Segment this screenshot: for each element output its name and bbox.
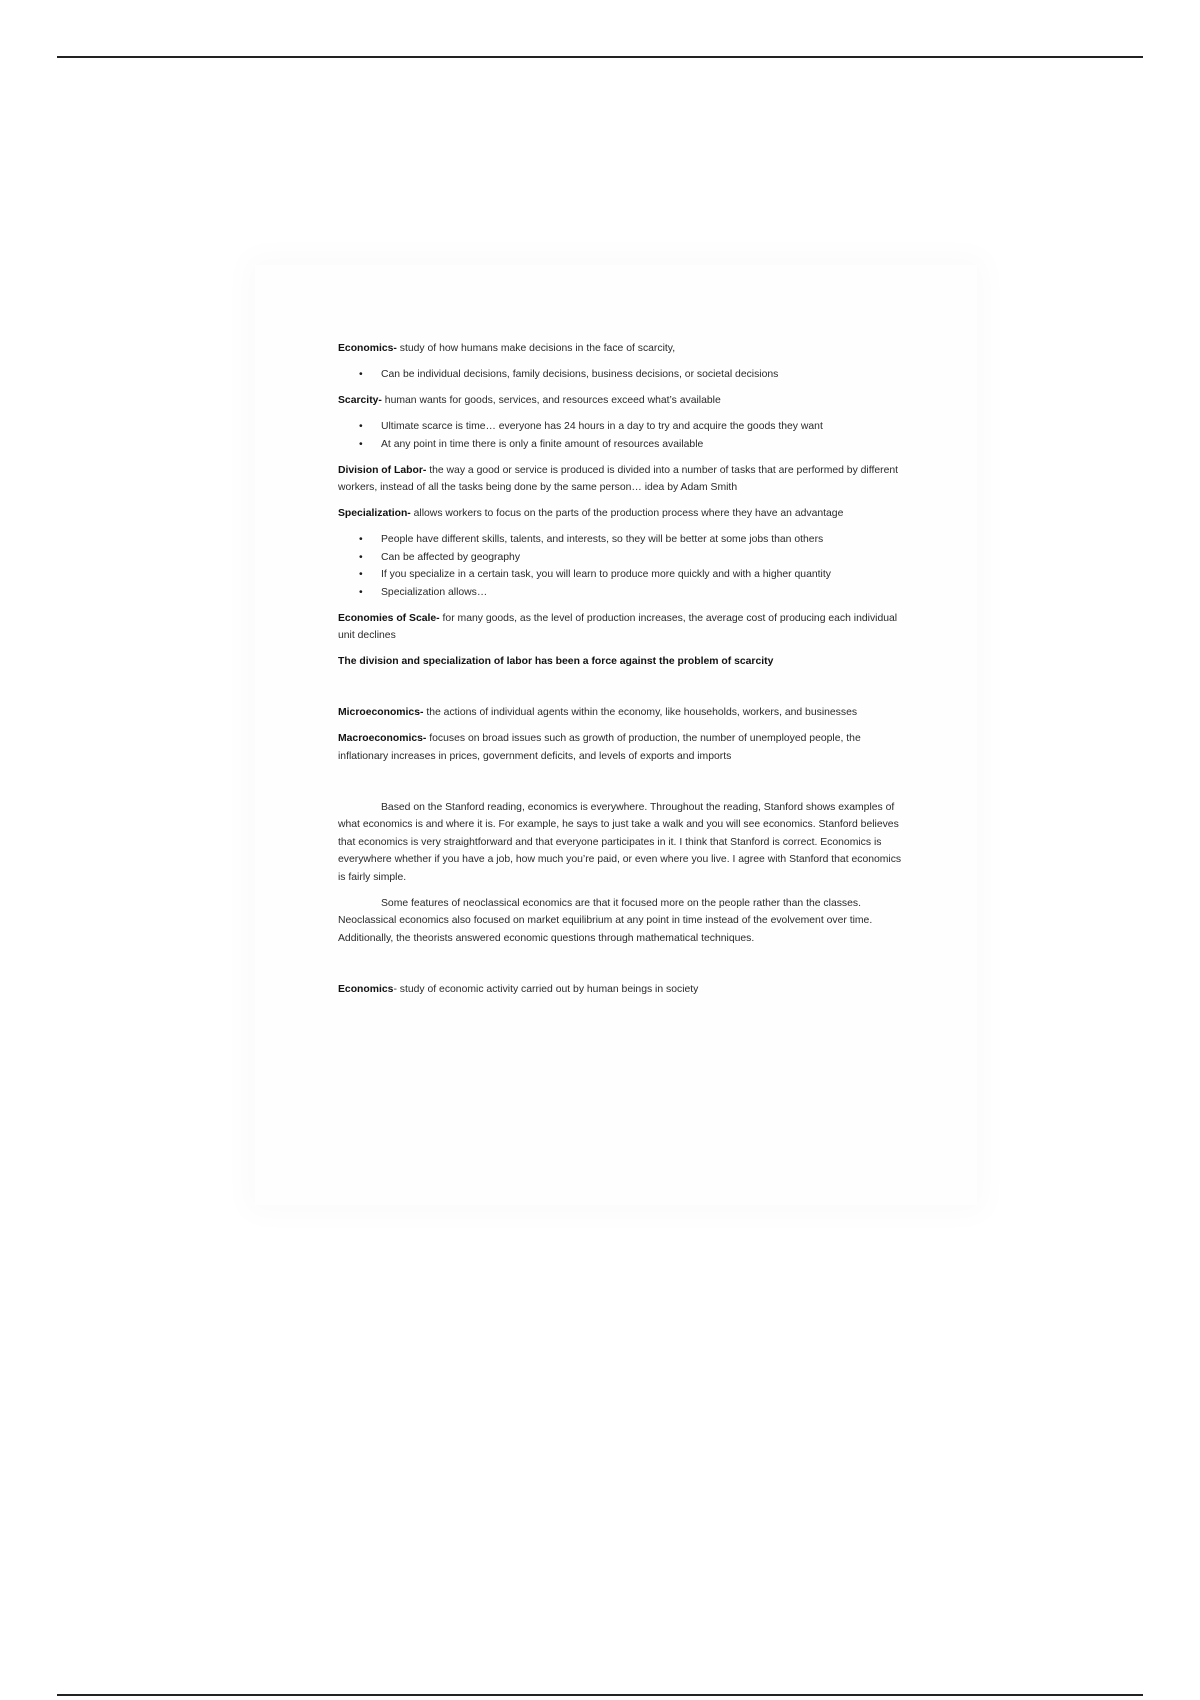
definition-paragraph (338, 392, 904, 410)
bold-statement-text: The division and specialization of labor has been a force against the problem of scarcity (338, 656, 774, 667)
bullet-item: • Specialization allows… (381, 584, 904, 602)
definition-term: Economies of Scale- (338, 612, 440, 624)
page-bottom-rule (57, 1694, 1143, 1696)
definition-text: allows workers to focus on the parts of the production process where they have an advantage (410, 508, 844, 519)
document-body (338, 340, 904, 1007)
definition-paragraph (338, 462, 904, 497)
definition-paragraph (338, 981, 904, 999)
definition-text: human wants for goods, services, and resources exceed what’s available (381, 395, 721, 406)
bullet-list (338, 366, 904, 384)
bold-statement (338, 653, 904, 671)
definition-paragraph (338, 704, 904, 722)
bullet-item: • People have different skills, talents, and interests, so they will be better at some jobs than others (381, 531, 904, 549)
definition-term: Scarcity- (338, 395, 382, 406)
definition-term: Microeconomics- (338, 707, 424, 718)
body-paragraph: Some features of neoclassical economics are that it focused more on the people rather than the classes. Neoclassical economics also focused on market equilibrium at any point in time instead of the evolvement over time. Additionally, the theorists answered economic questions through mathematical techniques. (338, 897, 873, 944)
definition-term: Economics (338, 983, 394, 995)
bullet-item: • If you specialize in a certain task, you will learn to produce more quickly and with a higher quantity (381, 566, 904, 584)
definition-term: Specialization- (338, 508, 411, 519)
definition-text: study of how humans make decisions in the face of scarcity, (396, 343, 676, 354)
definition-text: for many goods, as the level of production increases, the average cost of producing each individual unit declines (338, 612, 898, 641)
definition-text: focuses on broad issues such as growth of production, the number of unemployed people, the inflationary increases in prices, government deficits, and levels of exports and imports (338, 733, 861, 762)
bullet-item: • Ultimate scarce is time… everyone has 24 hours in a day to try and acquire the goods they want (381, 418, 904, 436)
bullet-list (338, 418, 904, 453)
definition-term: Division of Labor- (338, 464, 427, 476)
definition-paragraph (338, 340, 904, 358)
definition-paragraph (338, 505, 904, 523)
definition-text: the actions of individual agents within the economy, like households, workers, and businesses (423, 707, 858, 718)
definition-text: the way a good or service is produced is divided into a number of tasks that are performed by different workers, instead of all the tasks being done by the same person… idea by Adam Smith (338, 464, 899, 493)
section-spacer (338, 956, 904, 981)
bullet-list (338, 531, 904, 601)
page-top-rule (57, 56, 1143, 58)
definition-paragraph (338, 730, 904, 765)
definition-text: - study of economic activity carried out by human beings in society (393, 983, 699, 995)
section-spacer (338, 774, 904, 799)
bullet-item: • At any point in time there is only a finite amount of resources available (381, 436, 904, 454)
section-spacer (338, 679, 904, 704)
body-paragraph: Based on the Stanford reading, economics is everywhere. Throughout the reading, Stanford shows examples of what economics is and where it is. For example, he says to just take a walk and you will see economics. Stanford believes that economics is very straightforward and that everyone participates in it. I think that Stanford is correct. Economics is everywhere whether if you have a job, how much you’re paid, or even where you live. I agree with Stanford that economics is fairly simple. (338, 801, 902, 883)
definition-paragraph (338, 610, 904, 645)
bullet-item: • Can be affected by geography (381, 549, 904, 567)
bullet-item: • Can be individual decisions, family decisions, business decisions, or societal decisions (381, 366, 904, 384)
definition-term: Economics- (338, 343, 397, 354)
definition-term: Macroeconomics- (338, 733, 427, 744)
